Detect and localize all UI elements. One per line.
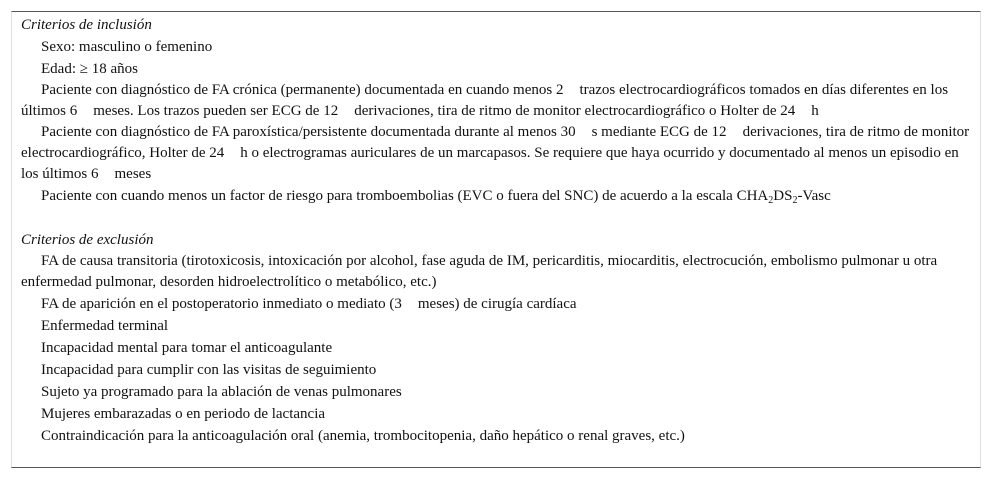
risk-text-b: DS [773, 188, 793, 204]
chronic-text-c: meses. Los trazos pueden ser ECG de 12 [93, 103, 339, 119]
paroxysmal-text-d: h o electrogramas auriculares de un marcapasos. Se requiere que haya ocurrido y documentado al menos un episodio en los últimos 6 [21, 145, 959, 182]
exclusion-followup-incapacity: Incapacidad para cumplir con las visitas de seguimiento [41, 362, 377, 378]
paroxysmal-text-e: meses [114, 166, 152, 182]
chronic-text-e: h [811, 103, 819, 119]
postop-text-b: meses) de cirugía cardíaca [417, 296, 577, 312]
inclusion-risk-factor [21, 185, 971, 207]
chronic-text-b: trazos electrocardiográficos tomados en días diferentes en los últimos 6 [21, 82, 949, 119]
exclusion-mental-incapacity: Incapacidad mental para tomar el anticoagulante [41, 340, 333, 356]
postop-text-a: FA de aparición en el postoperatorio inmediato o mediato (3 [41, 296, 402, 312]
inclusion-chronic-af [21, 80, 971, 122]
paroxysmal-text-c: derivaciones, tira de ritmo de monitor electrocardiográfico, Holter de 24 [21, 124, 970, 161]
criteria-table [11, 11, 981, 468]
risk-text-c: -Vasc [797, 188, 831, 204]
exclusion-ablation-scheduled: Sujeto ya programado para la ablación de venas pulmonares [41, 384, 402, 400]
inclusion-age: Edad: ≥ 18 años [41, 61, 138, 77]
paroxysmal-text-b: s mediante ECG de 12 [591, 124, 727, 140]
risk-text-a: Paciente con cuando menos un factor de riesgo para tromboembolias (EVC o fuera del SNC) de acuerdo a la escala CHA [41, 188, 769, 204]
risk-sub-1: 2 [768, 195, 774, 206]
exclusion-anticoagulation-contraindication: Contraindicación para la anticoagulación oral (anemia, trombocitopenia, daño hepático o renal graves, etc.) [41, 428, 685, 444]
exclusion-terminal-illness: Enfermedad terminal [41, 318, 169, 334]
exclusion-postop-af [21, 293, 971, 315]
exclusion-heading: Criterios de exclusión [21, 232, 154, 248]
inclusion-heading: Criterios de inclusión [21, 17, 152, 33]
exclusion-transient-af: FA de causa transitoria (tirotoxicosis, intoxicación por alcohol, fase aguda de IM, pericarditis, miocarditis, electrocución, embolismo pulmonar u otra enfermedad pulmonar, desorden hidroelectrolítico o metabólico, etc.) [21, 253, 938, 290]
risk-sub-2: 2 [792, 195, 798, 206]
inclusion-sex: Sexo: masculino o femenino [41, 39, 213, 55]
exclusion-pregnant: Mujeres embarazadas o en periodo de lactancia [41, 406, 326, 422]
paroxysmal-text-a: Paciente con diagnóstico de FA paroxística/persistente documentada durante al menos 30 [41, 124, 576, 140]
inclusion-paroxysmal-af [21, 122, 971, 185]
chronic-text-d: derivaciones, tira de ritmo de monitor electrocardiográfico o Holter de 24 [354, 103, 796, 119]
section-spacer [21, 207, 971, 229]
chronic-text-a: Paciente con diagnóstico de FA crónica (permanente) documentada en cuando menos 2 [41, 82, 564, 98]
